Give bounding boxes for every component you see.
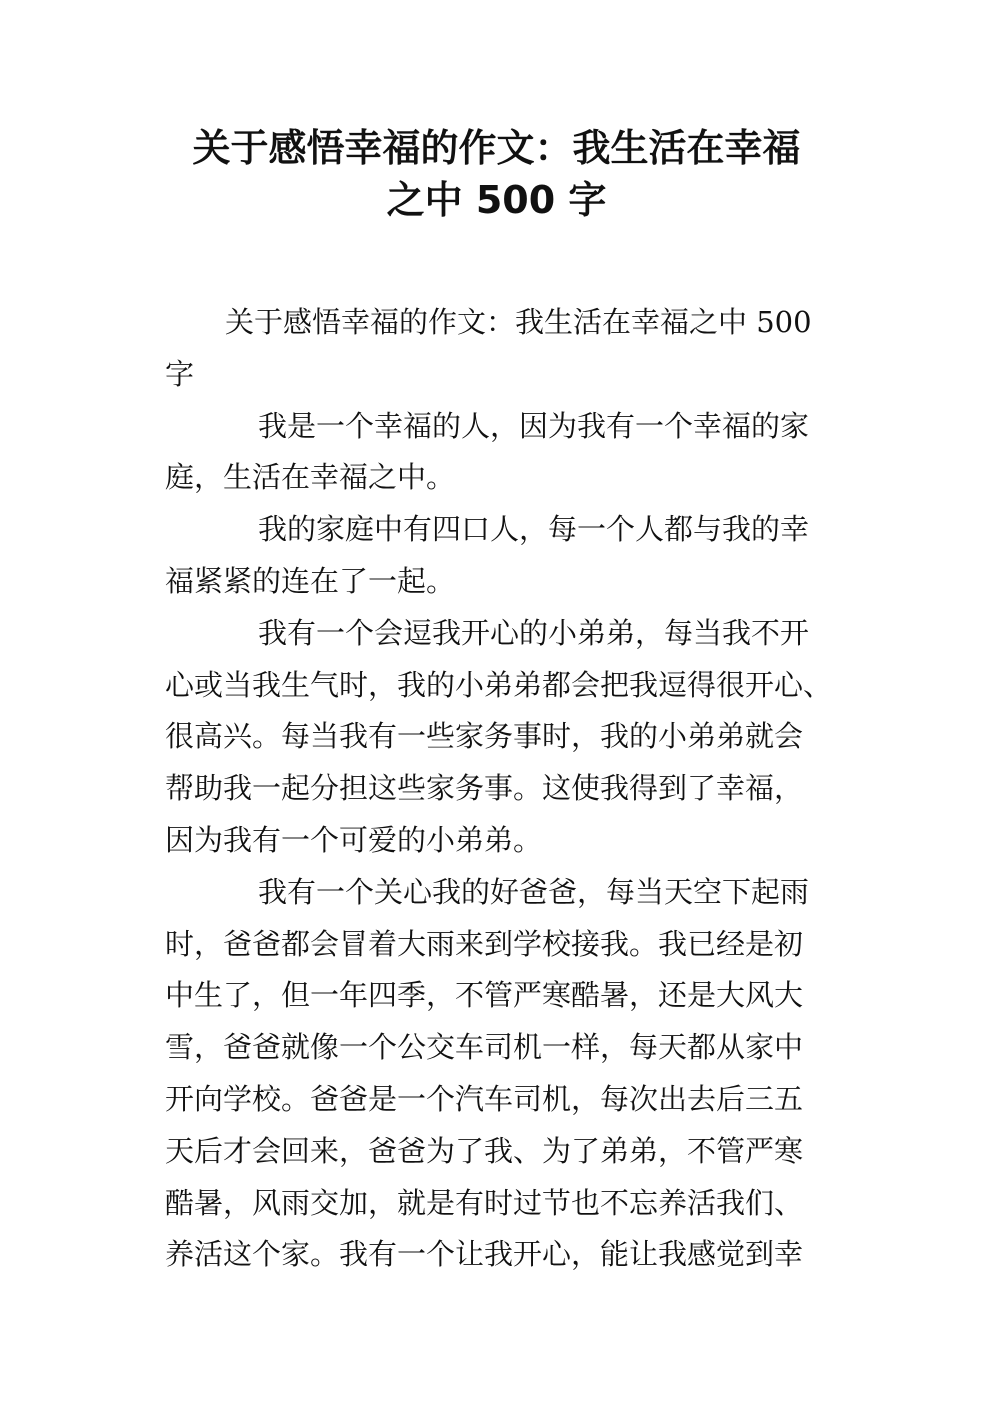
paragraph-1-line: 字 (165, 356, 195, 391)
paragraph-5-line: 养活这个家。我有一个让我开心，能让我感觉到幸 (165, 1237, 804, 1272)
paragraph-3-line: 福紧紧的连在了一起。 (165, 564, 456, 598)
document-title-line-1: 关于感悟幸福的作文：我生活在幸福 (192, 126, 801, 170)
paragraph-5-line: 天后才会回来，爸爸为了我、为了弟弟，不管严寒 (165, 1133, 804, 1168)
paragraph-4-line: 心或当我生气时，我的小弟弟都会把我逗得很开心、 (165, 667, 833, 702)
paragraph-4-line: 我有一个会逗我开心的小弟弟，每当我不开 (258, 615, 810, 650)
paragraph-5-line: 时，爸爸都会冒着大雨来到学校接我。我已经是初 (165, 926, 804, 961)
paragraph-1-line: 关于感悟幸福的作文：我生活在幸福之中 500 (225, 305, 812, 339)
document-title-line-2: 之中 500 字 (386, 178, 607, 222)
paragraph-4-line: 帮助我一起分担这些家务事。这使我得到了幸福， (165, 771, 804, 806)
paragraph-5-line: 雪，爸爸就像一个公交车司机一样，每天都从家中 (165, 1030, 804, 1065)
paragraph-5-line: 我有一个关心我的好爸爸，每当天空下起雨 (258, 874, 810, 909)
paragraph-2-line: 我是一个幸福的人，因为我有一个幸福的家 (258, 408, 810, 443)
paragraph-3-line: 我的家庭中有四口人，每一个人都与我的幸 (258, 512, 810, 547)
paragraph-2-line: 庭，生活在幸福之中。 (165, 460, 456, 495)
paragraph-4-line: 因为我有一个可爱的小弟弟。 (165, 823, 543, 857)
paragraph-4-line: 很高兴。每当我有一些家务事时，我的小弟弟就会 (165, 719, 804, 754)
paragraph-5-line: 酷暑，风雨交加，就是有时过节也不忘养活我们、 (165, 1185, 804, 1220)
paragraph-5-line: 开向学校。爸爸是一个汽车司机，每次出去后三五 (165, 1082, 804, 1116)
paragraph-5-line: 中生了，但一年四季，不管严寒酷暑，还是大风大 (165, 978, 804, 1013)
